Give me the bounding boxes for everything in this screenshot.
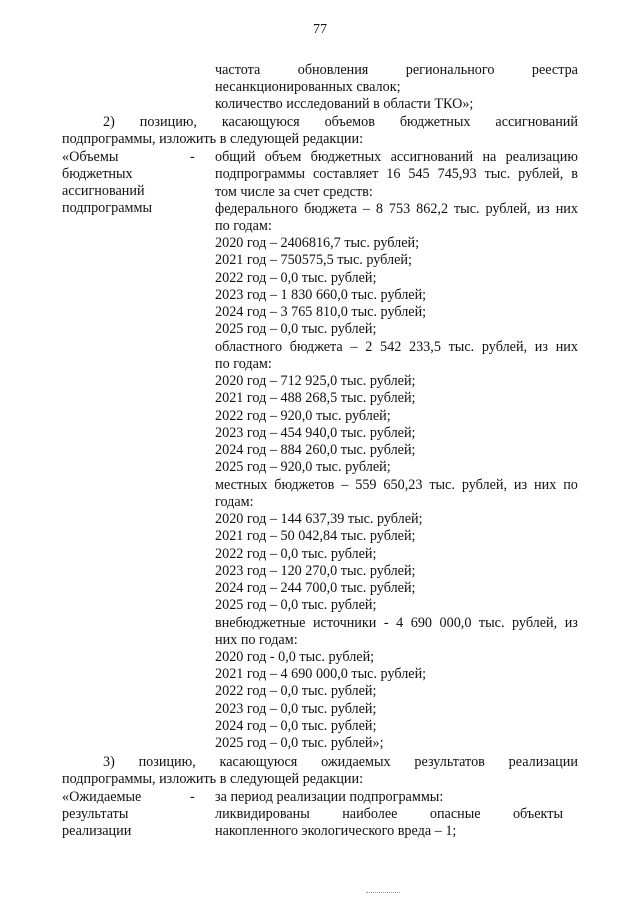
word: – [341,476,349,493]
table1-line: 2021 год – 488 268,5 тыс. рублей; [215,390,416,407]
word: касающуюся [221,114,300,130]
word: ожидаемых [321,754,391,770]
word: рублей, [485,200,531,217]
word: бюджетных [399,114,471,130]
word: 545 [408,166,430,183]
word: ликвидированы [215,806,310,822]
word: рублей, [512,614,558,631]
word: реестра [531,62,578,78]
table1-line: 2025 год – 0,0 тыс. рублей»; [215,735,384,752]
table1-line: 2023 год – 120 270,0 тыс. рублей; [215,562,416,579]
table1-line: годам: [215,493,254,510]
word: на [482,149,497,165]
table1-line: по годам: [215,355,272,372]
word: областного [215,338,283,355]
table1-label-3: ассигнований [62,183,145,199]
word: объемов [324,114,375,130]
word: 542 [380,338,402,355]
top-line-1 [215,62,578,79]
word: общий [215,149,256,165]
word: из [513,476,528,493]
word: из [536,200,550,217]
table1-line: 2020 год – 2406816,7 тыс. рублей; [215,235,420,252]
word: объекты [512,806,563,822]
table1-label-4: подпрограммы [62,200,152,216]
table1-line: по годам: [215,218,272,234]
table2-label-3: реализации [62,823,132,839]
table1-label-1: «Объемы [62,149,119,165]
table1-line [215,339,578,356]
footer-dotted-mark [366,892,400,893]
table1-line [215,166,578,183]
table1-line: них по годам: [215,631,298,648]
word: реализации [508,754,578,770]
word: 862,2 [416,200,449,217]
word: в [571,166,578,183]
item3-line-1 [103,754,578,771]
table1-line: 2020 год – 712 925,0 тыс. рублей; [215,373,416,390]
item2-line-2: подпрограммы, изложить в следующей редакции: [62,131,364,147]
table1-line: 2025 год – 920,0 тыс. рублей; [215,459,391,476]
word: 690 [410,614,432,631]
table1-line: 2023 год – 454 940,0 тыс. рублей; [215,424,416,441]
word: тыс. [429,476,455,493]
word: обновления [297,62,369,78]
word: них [534,476,557,493]
table1-line: 2021 год – 4 690 000,0 тыс. рублей; [215,666,427,683]
word: 233,5 [408,338,441,355]
table1-line [215,477,578,494]
table2-line-1: за период реализации подпрограммы: [215,789,444,805]
table1-line: 2022 год – 0,0 тыс. рублей; [215,545,377,562]
word: объем [264,149,302,165]
word: местных [215,476,268,493]
word: опасные [429,806,481,822]
table1-line [215,615,578,632]
word: тыс. [448,338,475,355]
word: составляет [312,166,379,183]
table1-line: 2024 год – 244 700,0 тыс. рублей; [215,580,416,596]
word: из [534,338,548,355]
table1-dash: - [190,149,195,165]
table2-dash: - [190,789,195,805]
table1-line [215,149,578,166]
word: бюджета [289,338,343,355]
table1-line: том числе за счет средств: [215,183,373,200]
top-line-3: количество исследований в области ТКО»; [215,96,474,112]
word: рублей, [461,476,508,493]
table1-line: 2021 год – 750575,5 тыс. рублей; [215,252,412,269]
table1-line: 2025 год – 0,0 тыс. рублей; [215,321,377,338]
table1-line: 2020 год - 0,0 тыс. рублей; [215,649,375,665]
word: 745,93 [437,166,477,183]
table2-line-2 [215,806,563,823]
table1-line: 2021 год – 50 042,84 тыс. рублей; [215,528,416,545]
word: – [362,200,370,217]
table1-line: 2023 год – 1 830 660,0 тыс. рублей; [215,286,427,303]
page-number: 77 [313,22,327,37]
word: ассигнований [390,149,474,165]
table1-line: 2023 год – 0,0 тыс. рублей; [215,700,377,717]
table1-line: 2020 год – 144 637,39 тыс. рублей; [215,511,423,527]
word: 2) [103,114,115,130]
word: подпрограммы [215,166,305,183]
word: тыс. [453,200,480,217]
table2-label-1: «Ожидаемые [62,789,142,805]
word: 4 [396,614,404,631]
top-line-2: несанкционированных свалок; [215,79,401,95]
word: 2 [365,338,373,355]
table1-line: 2022 год – 0,0 тыс. рублей; [215,683,377,700]
word: бюджетных [310,149,382,165]
word: из [564,614,578,631]
word: наиболее [342,806,398,822]
table1-label-2: бюджетных [62,166,133,182]
word: источники [312,614,377,631]
word: позицию, [139,114,197,130]
word: реализацию [505,149,578,165]
word: бюджета [304,200,357,217]
word: них [555,338,578,355]
item3-line-2: подпрограммы, изложить в следующей редакции: [62,771,364,787]
word: по [563,476,578,493]
word: 16 [386,166,401,183]
word: 3) [103,754,115,770]
word: бюджетов [274,476,335,493]
word: 753 [388,200,411,217]
table2-label-2: результаты [62,806,129,822]
word: 650,23 [383,476,423,493]
table1-line: 2022 год – 0,0 тыс. рублей; [215,269,377,286]
word: регионального [405,62,495,78]
word: рублей, [481,338,528,355]
word: внебюджетные [215,614,306,631]
table1-line: 2024 год – 0,0 тыс. рублей; [215,717,377,734]
word: касающуюся [219,754,298,770]
word: частота [215,62,261,78]
word: позицию, [138,754,196,770]
word: них [555,200,578,217]
word: – [350,338,358,355]
word: - [383,614,389,631]
word: 000,0 [439,614,472,631]
table1-line: 2025 год – 0,0 тыс. рублей; [215,597,377,614]
table1-line: 2022 год – 920,0 тыс. рублей; [215,407,391,424]
word: 8 [375,200,383,217]
table1-line [215,201,578,218]
word: результатов [414,754,485,770]
table1-line: 2024 год – 884 260,0 тыс. рублей; [215,442,416,459]
word: ассигнований [495,114,578,130]
table2-line-3: накопленного экологического вреда – 1; [215,823,457,839]
word: 559 [355,476,377,493]
word: федерального [215,200,299,217]
word: тыс. [478,614,505,631]
word: тыс. [484,166,511,183]
word: рублей, [518,166,564,183]
table1-line: 2024 год – 3 765 810,0 тыс. рублей; [215,304,427,321]
item2-line-1 [103,114,578,131]
